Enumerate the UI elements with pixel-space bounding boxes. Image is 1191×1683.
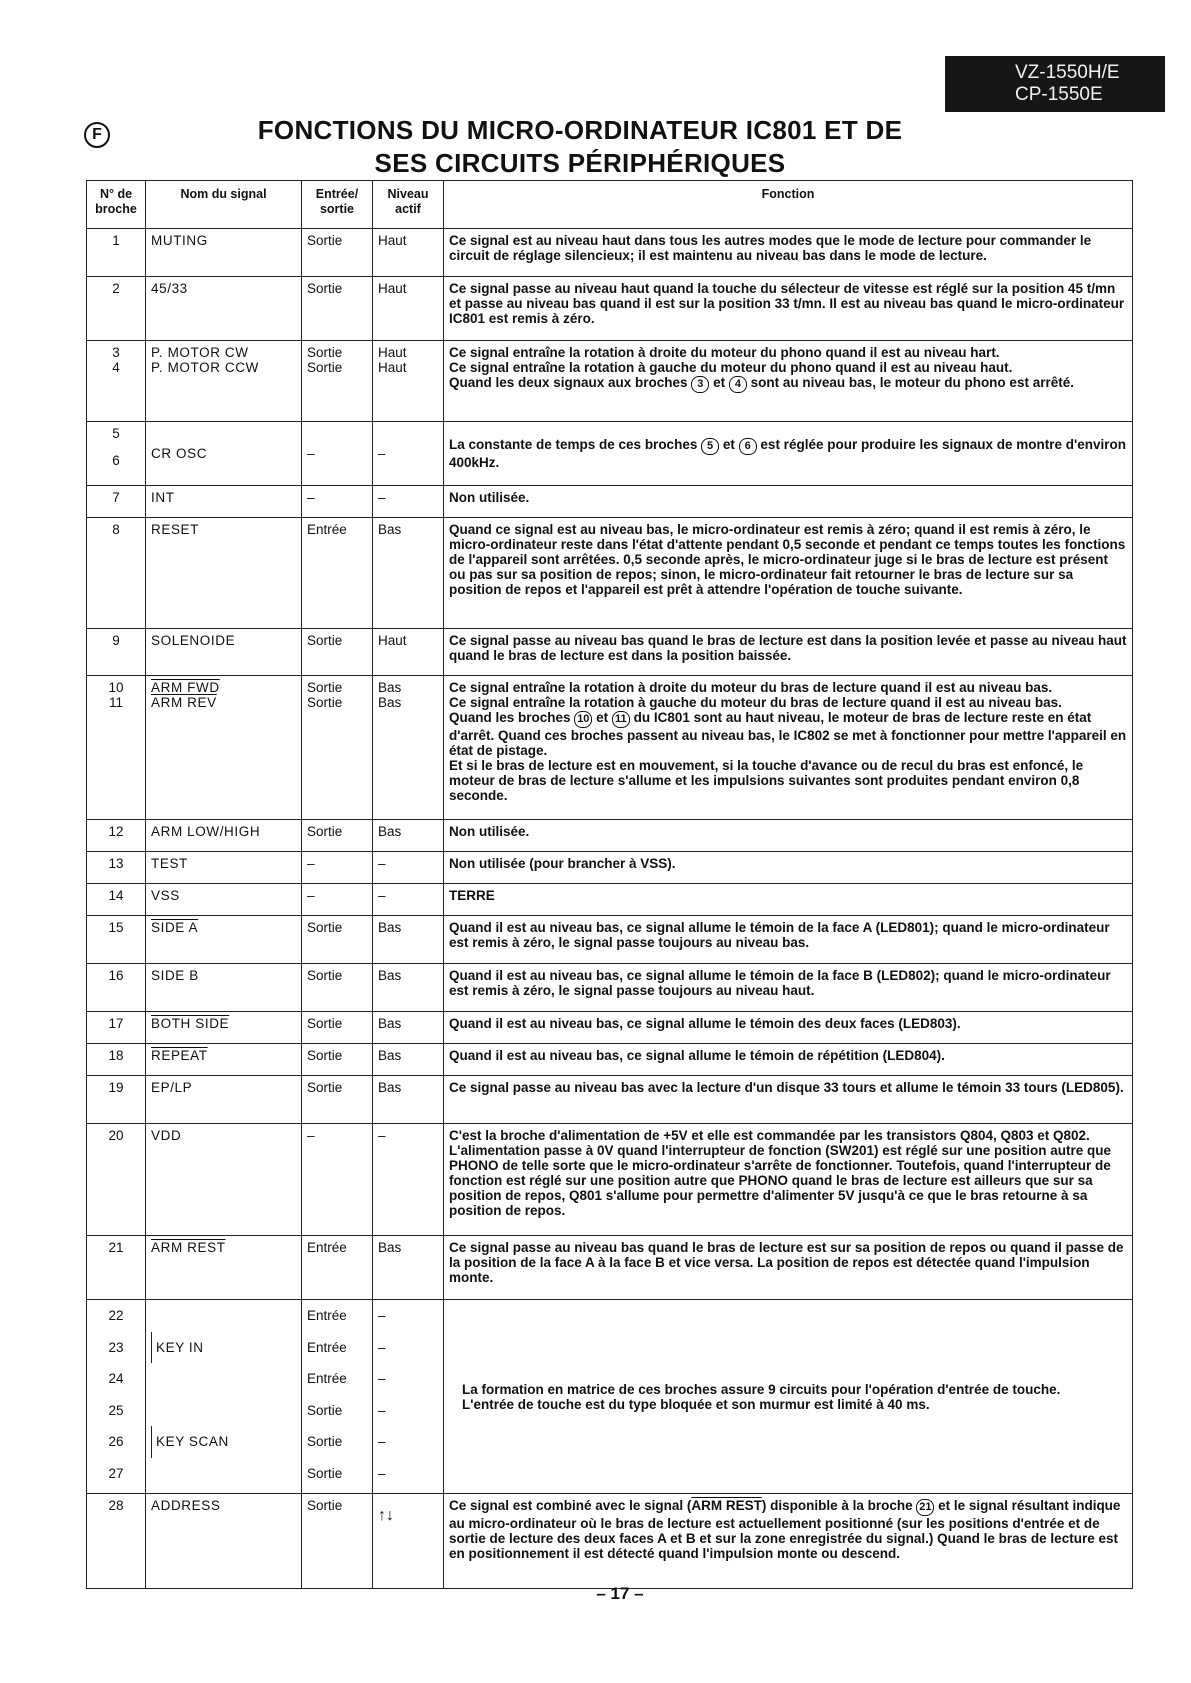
pin-number-10: 10 [108, 680, 124, 695]
signal-name: CR OSC [146, 422, 302, 486]
table-row [87, 1012, 1133, 1044]
function-text: Ce signal passe au niveau bas avec la lecture d'un disque 33 tours et allume le témoin 33 tours (LED805). [444, 1076, 1133, 1124]
io-direction: Entrée [302, 518, 373, 629]
pin-number: 14 [87, 884, 146, 916]
pin-number: 1 [87, 229, 146, 277]
circled-pin-5: 5 [701, 438, 719, 455]
signal-name [146, 676, 302, 820]
signal-name: EP/LP [146, 1076, 302, 1124]
level-11: Bas [378, 695, 402, 710]
header-pin: N° de broche [87, 181, 146, 229]
function-line: Ce signal entraîne la rotation à droite du moteur du bras de lecture quand il est au niveau bas. [449, 680, 1053, 695]
io-direction: Entrée [302, 1236, 373, 1300]
io-direction: – [302, 884, 373, 916]
circled-pin-3: 3 [691, 376, 709, 393]
function-text: Non utilisée. [444, 820, 1133, 852]
signal-name: SOLENOIDE [146, 629, 302, 676]
level-26: – [378, 1434, 386, 1449]
active-level [373, 1300, 444, 1494]
function-line: Ce signal est combiné avec le signal ( [449, 1498, 692, 1513]
function-line: Ce signal entraîne la rotation à droite du moteur du phono quand il est au niveau hart. [449, 345, 1000, 360]
pin-number: 2 [87, 277, 146, 341]
pin-number-27: 27 [108, 1465, 124, 1481]
table-row [87, 1300, 1133, 1494]
conjunction: et [713, 375, 726, 390]
signal-p-motor-cw: P. MOTOR CW [151, 345, 249, 360]
signal-arm-rest-ref: ARM REST [691, 1498, 762, 1513]
page-number: – 17 – [596, 1584, 644, 1603]
header-row [87, 181, 1133, 229]
table-row [87, 852, 1133, 884]
io-direction: Sortie [302, 229, 373, 277]
table-row [87, 518, 1133, 629]
signal-name [146, 916, 302, 964]
function-text [444, 676, 1133, 820]
io-27: Sortie [307, 1465, 343, 1481]
active-level: – [373, 422, 444, 486]
signal-key-scan: KEY SCAN [151, 1426, 296, 1458]
io-direction: Sortie [302, 1494, 373, 1589]
signal-name: ARM LOW/HIGH [146, 820, 302, 852]
circled-pin-4: 4 [729, 376, 747, 393]
table-row [87, 884, 1133, 916]
table-row [87, 820, 1133, 852]
io-direction: Sortie [302, 1012, 373, 1044]
table-row [87, 676, 1133, 820]
table-row [87, 229, 1133, 277]
io-direction [302, 341, 373, 422]
level-4: Haut [378, 360, 407, 375]
function-line: et le signal résultant indique au micro-ordinateur où le bras de lecture est actuellement positionné (sur les positions d'entrée et de sortie de lecture des deux faces A et B et sur la zone enregistrée du signal.) Quand le bras de lecture est en positionnement il est détecté quand l'impulsion monte ou descend. [449, 1498, 1121, 1561]
function-text: Quand il est au niveau bas, ce signal allume le témoin de répétition (LED804). [444, 1044, 1133, 1076]
signal-repeat: REPEAT [151, 1048, 208, 1063]
pin-number: 9 [87, 629, 146, 676]
io-direction: – [302, 422, 373, 486]
table-row [87, 1124, 1133, 1236]
active-level: – [373, 884, 444, 916]
function-line: Ce signal entraîne la rotation à gauche du moteur du phono quand il est au niveau haut. [449, 360, 1013, 375]
function-text: Non utilisée (pour brancher à VSS). [444, 852, 1133, 884]
active-level [373, 676, 444, 820]
io-24: Entrée [307, 1371, 347, 1386]
function-text: Non utilisée. [444, 486, 1133, 518]
function-text: Quand il est au niveau bas, ce signal allume le témoin de la face A (LED801); quand le micro-ordinateur est remis à zéro, le signal passe toujours au niveau bas. [444, 916, 1133, 964]
signal-name: SIDE B [146, 964, 302, 1012]
function-line: L'entrée de touche est du type bloquée et son murmur est limité à 40 ms. [462, 1396, 930, 1412]
io-direction: Sortie [302, 629, 373, 676]
active-level: – [373, 1124, 444, 1236]
header-function: Fonction [444, 181, 1133, 229]
signal-p-motor-ccw: P. MOTOR CCW [151, 360, 259, 375]
function-line: La constante de temps de ces broches [449, 437, 698, 452]
table-row [87, 486, 1133, 518]
table-row [87, 964, 1133, 1012]
function-line: Ce signal entraîne la rotation à gauche du moteur du bras de lecture quand il est au niveau bas. [449, 695, 1062, 710]
function-text: C'est la broche d'alimentation de +5V et elle est commandée par les transistors Q804, Q803 et Q802. L'alimentation passe à 0V quand l'interrupteur de fonction (SW201) est réglé sur une position autre que PHONO de telle sorte que le micro-ordinateur s'arrête de fonctionner. Toutefois, quand l'interrupteur de fonction est réglé sur une position autre que PHONO quand le bras de lecture est ailleurs que sur sa position de repos, Q801 s'allume pour permettre d'alimenter 5V jusqu'à ce que le bras retourne à sa position de repos. [444, 1124, 1133, 1236]
function-text: Ce signal passe au niveau bas quand le bras de lecture est dans la position levée et passe au niveau haut quand le bras de lecture est dans la position baissée. [444, 629, 1133, 676]
signal-arm-rest: ARM REST [151, 1240, 226, 1255]
signal-key-in: KEY IN [151, 1332, 296, 1364]
active-level: Bas [373, 820, 444, 852]
active-level: Haut [373, 229, 444, 277]
table-row [87, 1044, 1133, 1076]
signal-name: ADDRESS [146, 1494, 302, 1589]
conjunction: et [722, 437, 735, 452]
active-level: Bas [373, 1236, 444, 1300]
active-level: ↑↓ [373, 1494, 444, 1589]
signal-name [146, 1300, 302, 1494]
signal-name: VDD [146, 1124, 302, 1236]
function-text [444, 1494, 1133, 1589]
io-11: Sortie [307, 695, 343, 710]
pin-number [87, 422, 146, 486]
io-25: Sortie [307, 1402, 343, 1418]
pin-number [87, 676, 146, 820]
signal-name [146, 341, 302, 422]
io-direction: Sortie [302, 1076, 373, 1124]
active-level: – [373, 486, 444, 518]
function-line: ) disponible à la broche [761, 1498, 913, 1513]
pin-number: 7 [87, 486, 146, 518]
pin-number: 21 [87, 1236, 146, 1300]
pin-number: 18 [87, 1044, 146, 1076]
active-level: – [373, 852, 444, 884]
function-text [444, 422, 1133, 486]
level-22: – [378, 1308, 386, 1323]
io-direction [302, 1300, 373, 1494]
title-line-1: FONCTIONS DU MICRO-ORDINATEUR IC801 ET DE [257, 115, 903, 145]
active-level: Haut [373, 277, 444, 341]
pin-number-23: 23 [108, 1339, 124, 1355]
pin-number: 16 [87, 964, 146, 1012]
function-text: Ce signal est au niveau haut dans tous les autres modes que le mode de lecture pour commander le circuit de réglage silencieux; il est maintenu au niveau bas dans le mode de lecture. [444, 229, 1133, 277]
io-10: Sortie [307, 680, 343, 695]
pin-number-22: 22 [108, 1308, 124, 1323]
pin-number: 17 [87, 1012, 146, 1044]
io-26: Sortie [307, 1434, 343, 1449]
pin-number-6: 6 [112, 453, 120, 468]
level-3: Haut [378, 345, 407, 360]
active-level: Bas [373, 916, 444, 964]
active-level: Bas [373, 1044, 444, 1076]
io-direction: Sortie [302, 820, 373, 852]
table-row [87, 1236, 1133, 1300]
io-direction: Sortie [302, 277, 373, 341]
io-22: Entrée [307, 1308, 347, 1323]
pin-number: 8 [87, 518, 146, 629]
table-row [87, 916, 1133, 964]
table-row [87, 629, 1133, 676]
model-line-1: VZ-1550H/E [1015, 62, 1120, 83]
pin-number: 19 [87, 1076, 146, 1124]
table-row [87, 1076, 1133, 1124]
signal-name: MUTING [146, 229, 302, 277]
level-25: – [378, 1402, 386, 1418]
function-text [444, 1300, 1133, 1494]
circled-pin-21: 21 [916, 1499, 934, 1516]
header-level: Niveau actif [373, 181, 444, 229]
level-10: Bas [378, 680, 402, 695]
signal-name [146, 1044, 302, 1076]
pin-number-26: 26 [108, 1434, 124, 1449]
active-level: Bas [373, 1076, 444, 1124]
function-text: Quand il est au niveau bas, ce signal allume le témoin des deux faces (LED803). [444, 1012, 1133, 1044]
pin-number-11: 11 [108, 695, 123, 710]
pin-number [87, 1300, 146, 1494]
spacer [151, 1300, 296, 1332]
function-line: Et si le bras de lecture est en mouvement, si la touche d'avance ou de recul du bras est enfoncé, le moteur de bras de lecture s'allume et les impulsions suivantes sont produites pendant environ 0,8 seconde. [449, 758, 1084, 803]
pin-number-4: 4 [112, 360, 120, 375]
conjunction: et [596, 710, 609, 725]
active-level: Haut [373, 629, 444, 676]
signal-name: TEST [146, 852, 302, 884]
spacer [151, 1363, 296, 1395]
signal-name [146, 1236, 302, 1300]
pin-number: 15 [87, 916, 146, 964]
io-direction [302, 676, 373, 820]
function-text: Ce signal passe au niveau bas quand le bras de lecture est sur sa position de repos ou quand il passe de la position de la face A à la face B et vice versa. La position de repos est détectée quand l'impulsion monte. [444, 1236, 1133, 1300]
signal-both-side: BOTH SIDE [151, 1016, 230, 1031]
function-text [444, 341, 1133, 422]
header-signal: Nom du signal [146, 181, 302, 229]
pin-function-table [86, 180, 1133, 1589]
circled-pin-6: 6 [739, 438, 757, 455]
function-line: La formation en matrice de ces broches assure 9 circuits pour l'opération d'entrée de touche. [462, 1381, 1061, 1397]
function-line: sont au niveau bas, le moteur du phono est arrêté. [750, 375, 1074, 390]
signal-side-a: SIDE A [151, 920, 199, 935]
spacer [151, 1395, 296, 1427]
pin-number-24: 24 [108, 1371, 124, 1386]
pin-number: 28 [87, 1494, 146, 1589]
function-line: Quand les deux signaux aux broches [449, 375, 688, 390]
model-line-2: CP-1550E [1015, 84, 1103, 105]
level-27: – [378, 1465, 386, 1481]
active-level: Bas [373, 518, 444, 629]
io-direction: Sortie [302, 1044, 373, 1076]
circled-pin-10: 10 [574, 711, 592, 728]
function-text: TERRE [444, 884, 1133, 916]
function-text: Quand il est au niveau bas, ce signal allume le témoin de la face B (LED802); quand le micro-ordinateur est remis à zéro, le signal passe toujours au niveau haut. [444, 964, 1133, 1012]
signal-arm-fwd: ARM FWD [151, 680, 220, 695]
io-direction: – [302, 852, 373, 884]
signal-name [146, 1012, 302, 1044]
io-direction: Sortie [302, 916, 373, 964]
circled-pin-11: 11 [612, 711, 630, 728]
table-row [87, 341, 1133, 422]
pin-number-3: 3 [112, 345, 120, 360]
io-direction: – [302, 486, 373, 518]
table-row [87, 277, 1133, 341]
function-line: du IC801 sont au haut niveau, le moteur de bras de lecture reste en état d'arrêt. Quand ces broches passent au niveau bas, le IC802 se met à fonctionner pour mettre l'appareil en état de pistage. [449, 710, 1127, 758]
pin-number: 13 [87, 852, 146, 884]
table-row [87, 422, 1133, 486]
pin-number: 20 [87, 1124, 146, 1236]
io-23: Entrée [307, 1339, 347, 1355]
signal-name: VSS [146, 884, 302, 916]
function-line: est réglée pour produire les signaux de montre d'environ 400kHz. [449, 437, 1126, 470]
model-badge [945, 56, 1165, 112]
title-line-2: SES CIRCUITS PÉRIPHÉRIQUES [374, 148, 786, 178]
level-24: – [378, 1371, 386, 1386]
pin-number-5: 5 [112, 426, 120, 441]
pin-number: 12 [87, 820, 146, 852]
function-line: Quand les broches [449, 710, 571, 725]
table-row [87, 1494, 1133, 1589]
io-direction: Sortie [302, 964, 373, 1012]
section-mark: F [84, 122, 110, 148]
header-io: Entrée/ sortie [302, 181, 373, 229]
signal-name: 45/33 [146, 277, 302, 341]
signal-name: RESET [146, 518, 302, 629]
io-3: Sortie [307, 345, 343, 360]
page-title [200, 114, 960, 180]
signal-name: INT [146, 486, 302, 518]
signal-arm-rev: ARM REV [151, 695, 217, 710]
io-direction: – [302, 1124, 373, 1236]
active-level: Bas [373, 1012, 444, 1044]
active-level [373, 341, 444, 422]
level-23: – [378, 1339, 386, 1355]
io-4: Sortie [307, 360, 343, 375]
active-level: Bas [373, 964, 444, 1012]
function-text: Ce signal passe au niveau haut quand la touche du sélecteur de vitesse est réglé sur la position 45 t/mn et passe au niveau bas quand il est sur la position 33 t/mn. Il est au niveau bas quand le micro-ordinateur IC801 est remis à zéro. [444, 277, 1133, 341]
pin-number-25: 25 [108, 1402, 124, 1418]
pin-number [87, 341, 146, 422]
function-text: Quand ce signal est au niveau bas, le micro-ordinateur est remis à zéro; quand il est remis à zéro, le micro-ordinateur reste dans l'état d'attente pendant 0,5 seconde et pendant ce temps toutes les fonctions de l'appareil sont arrêtées. 0,5 seconde après, le micro-ordinateur juge si le bras de lecture est présent ou pas sur sa position de repos; sinon, le micro-ordinateur fait retourner le bras de lecture sur sa position de repos et l'appareil est prêt à attendre l'opération de touche suivante. [444, 518, 1133, 629]
